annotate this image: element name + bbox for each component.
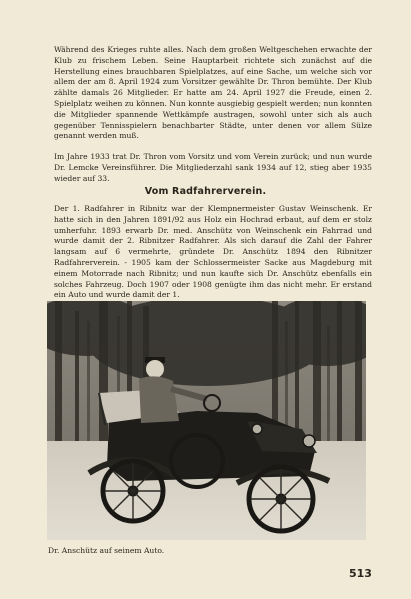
section-heading: Vom Radfahrerverein. [144, 186, 267, 197]
photo-caption: Dr. Anschütz auf seinem Auto. [48, 546, 165, 555]
paragraph-club-leadership: Im Jahre 1933 trat Dr. Thron vom Vorsitz und vom Verein zurück; und nun wurde Dr. Lemcke Vereinsführer. Die Mitgliederzahl sank 1934 auf 12, stieg aber 1935 wieder auf 33. [54, 152, 372, 183]
vintage-car-photo [47, 301, 366, 540]
paragraph-cycling-club: Der 1. Radfahrer in Ribnitz war der Klempnermeister Gustav Weinschenk. Er hatte sich in den Jahren 1891/92 aus Holz ein Hochrad erbaut, auf dem er stolz umherfuhr. 1893 erwarb Dr. med. Anschütz von Weinschenk ein Fahrrad und wurde damit der 2. Ribnitzer Radfahrer. Als sich darauf die Zahl der Fahrer langsam auf 6 vermehrte, gründete Dr. Anschütz 1894 den Ribnitzer Radfahrerverein. - 1905 kam der Schlossermeister Sacke aus Magdeburg mit einem Motorrade nach Ribnitz; und nun kaufte sich Dr. Anschütz ebenfalls ein solches Fahrzeug. Doch 1907 oder 1908 genügte ihm das nicht mehr. Er erstand ein Auto und wurde damit der 1. [54, 204, 372, 300]
paragraph-tennis-club: Während des Krieges ruhte alles. Nach dem großen Weltgeschehen erwachte der Klub zu frischem Leben. Seine Hauptarbeit richtete sich zunächst auf die Herstellung eines brauchbaren Spielplatzes, auf eine Sache, um welche sich vor allem der am 8. April 1924 zum Vorsitzer gewählte Dr. Thron bemühte. Der Klub zählte damals 26 Mitglieder. Er hatte am 24. April 1927 die Freude, einen 2. Spielplatz weihen zu können. Nun konnte ausgiebig gespielt werden; nun konnten die Mitglieder spannende Wettkämpfe austragen, sowohl unter sich als auch gegenüber Tennisspielern benachbarter Städte, unter denen vor allem Sülze genannt werden muß. [54, 45, 372, 141]
page-number: 513 [349, 567, 372, 580]
car-photo-illustration [47, 301, 366, 540]
